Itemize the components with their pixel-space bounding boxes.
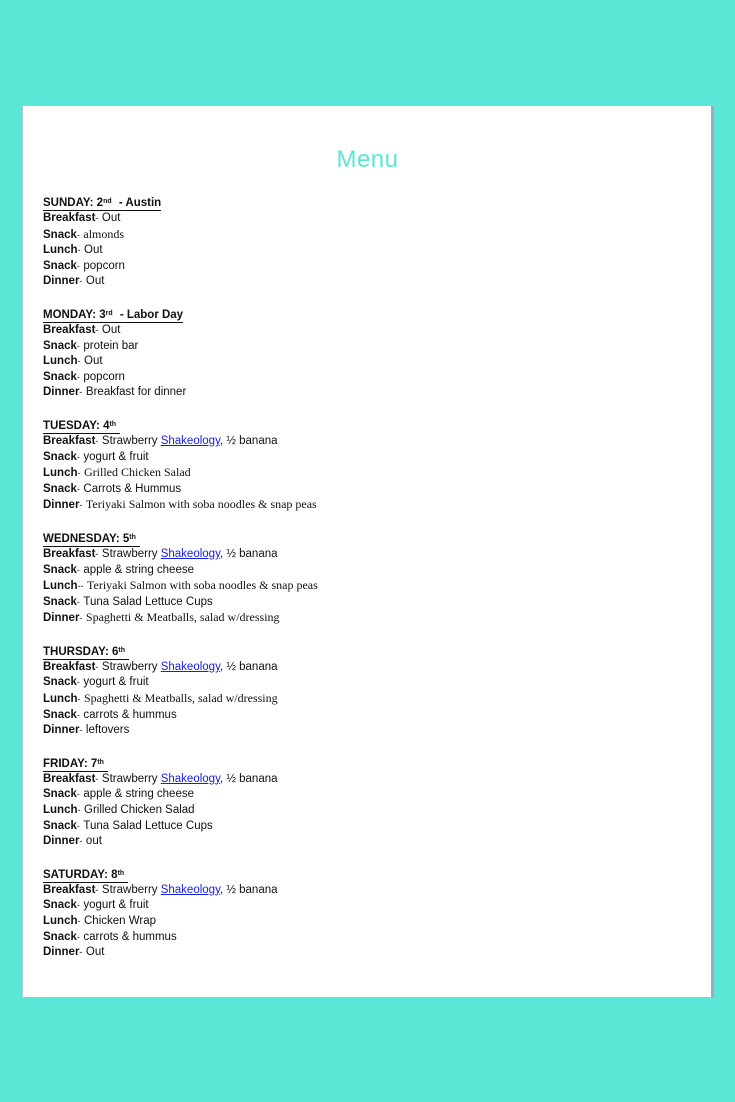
meal-separator: - <box>76 229 83 240</box>
meal-separator: - <box>76 677 83 688</box>
meal-row <box>43 660 683 676</box>
meal-label: Lunch <box>43 693 78 706</box>
shakeology-link[interactable]: Shakeology <box>160 547 220 560</box>
meal-row <box>43 898 683 914</box>
meal-label: Snack <box>43 370 77 383</box>
day-heading: SUNDAY: 2nd - Austin <box>43 197 162 209</box>
meal-text: Out <box>85 946 105 959</box>
meal-text: yogurt & fruit <box>83 899 149 912</box>
meal-row <box>43 547 683 563</box>
meal-text: Out <box>84 244 103 257</box>
meal-row <box>43 723 683 739</box>
day-heading: THURSDAY: 6th <box>43 645 129 660</box>
meal-separator: - <box>76 709 83 720</box>
meal-text: Out <box>84 355 103 368</box>
meal-text: almonds <box>83 226 125 241</box>
day-section <box>43 416 683 514</box>
meal-row <box>43 339 683 355</box>
meal-separator: - <box>79 387 85 398</box>
day-heading: SATURDAY: 8th <box>43 868 128 883</box>
meal-label: Dinner <box>43 612 80 625</box>
menu-days <box>43 193 683 976</box>
meal-text: Tuna Salad Lettuce Cups <box>83 595 213 608</box>
meal-label: Dinner <box>43 499 80 512</box>
meal-separator: - <box>77 356 83 367</box>
meal-label: Lunch <box>43 467 78 480</box>
meal-row <box>43 211 683 227</box>
meal-row <box>43 675 683 691</box>
day-note: - Austin <box>115 197 162 209</box>
day-ordinal: th <box>117 869 125 877</box>
meal-label: Snack <box>43 708 77 721</box>
meal-label: Snack <box>43 899 77 912</box>
meal-text: Grilled Chicken Salad <box>84 465 191 480</box>
meal-separator: - <box>79 725 85 736</box>
meal-text: protein bar <box>83 339 139 352</box>
meal-label: Snack <box>43 259 77 272</box>
meal-separator: - <box>76 931 83 942</box>
meal-row <box>43 450 683 466</box>
day-section <box>43 865 683 961</box>
meal-label: Dinner <box>43 835 80 848</box>
meal-row <box>43 708 683 724</box>
meal-text: , ½ banana <box>219 434 278 447</box>
meal-separator: - <box>95 548 101 559</box>
day-heading: FRIDAY: 7th <box>43 757 108 772</box>
meal-row <box>43 803 683 819</box>
meal-row <box>43 497 683 514</box>
meal-row <box>43 930 683 946</box>
meal-text: Strawberry <box>101 547 161 560</box>
meal-text: Strawberry <box>101 772 161 785</box>
meal-text: Chicken Wrap <box>84 915 157 927</box>
meal-separator: - <box>79 836 85 847</box>
day-ordinal: th <box>109 420 117 428</box>
meal-text: yogurt & fruit <box>83 450 149 463</box>
meal-text: Grilled Chicken Salad <box>84 804 195 817</box>
meal-separator: - <box>76 596 83 607</box>
meal-row <box>43 945 683 961</box>
meal-label: Breakfast <box>43 772 96 785</box>
day-section <box>43 754 683 850</box>
meal-separator: - <box>79 947 85 958</box>
day-section <box>43 193 683 290</box>
meal-label: Breakfast <box>43 434 96 447</box>
day-note: - Labor Day <box>116 308 184 321</box>
meal-separator: - <box>79 276 85 287</box>
meal-label: Lunch <box>43 804 78 817</box>
meal-label: Snack <box>43 228 77 241</box>
meal-row <box>43 465 683 482</box>
shakeology-link[interactable]: Shakeology <box>160 883 220 896</box>
shakeology-link[interactable]: Shakeology <box>160 660 220 673</box>
meal-label: Snack <box>43 482 77 495</box>
meal-separator: - <box>77 468 83 479</box>
meal-row <box>43 434 683 450</box>
meal-label: Snack <box>43 339 77 352</box>
meal-label: Lunch <box>43 580 78 593</box>
meal-label: Snack <box>43 450 77 463</box>
meal-row <box>43 595 683 611</box>
meal-text: , ½ banana <box>219 772 278 785</box>
meal-separator: - <box>95 773 101 784</box>
meal-label: Breakfast <box>43 660 96 673</box>
meal-separator: - <box>76 820 83 831</box>
meal-label: Dinner <box>43 275 80 288</box>
day-ordinal: th <box>97 758 104 766</box>
meal-row <box>43 819 683 835</box>
meal-row <box>43 227 683 244</box>
meal-row <box>43 274 683 290</box>
meal-row <box>43 772 683 788</box>
meal-row <box>43 563 683 579</box>
meal-text: popcorn <box>83 259 125 272</box>
meal-row <box>43 787 683 803</box>
meal-text: , ½ banana <box>219 547 278 560</box>
meal-text: Out <box>101 212 121 224</box>
meal-label: Dinner <box>43 946 80 959</box>
meal-separator: -- <box>77 581 86 592</box>
meal-separator: - <box>77 916 83 926</box>
meal-separator: - <box>76 340 83 351</box>
meal-row <box>43 482 683 498</box>
meal-text: out <box>85 835 102 848</box>
page-title: Menu <box>336 146 399 173</box>
day-ordinal: th <box>118 646 126 654</box>
meal-text: Breakfast for dinner <box>85 386 187 399</box>
meal-text: , ½ banana <box>219 660 278 673</box>
meal-separator: - <box>76 371 83 382</box>
meal-separator: - <box>79 500 85 511</box>
meal-label: Snack <box>43 676 77 689</box>
meal-text: apple & string cheese <box>83 788 194 801</box>
meal-text: popcorn <box>83 370 125 383</box>
meal-separator: - <box>76 564 83 575</box>
meal-label: Snack <box>43 563 77 576</box>
meal-text: Spaghetti & Meatballs, salad w/dressing <box>85 610 280 625</box>
meal-separator: - <box>77 694 83 705</box>
meal-row <box>43 385 683 401</box>
meal-text: Strawberry <box>101 883 161 896</box>
meal-text: Strawberry <box>101 660 161 673</box>
meal-text: Carrots & Hummus <box>83 482 182 495</box>
meal-text: Teriyaki Salmon with soba noodles & snap peas <box>87 578 318 593</box>
meal-separator: - <box>77 245 83 256</box>
meal-label: Lunch <box>43 355 78 368</box>
meal-text: Out <box>101 323 121 336</box>
meal-label: Snack <box>43 930 77 943</box>
meal-row <box>43 914 683 930</box>
meal-row <box>43 354 683 370</box>
meal-text: Strawberry <box>101 434 161 447</box>
shakeology-link[interactable]: Shakeology <box>160 434 220 447</box>
meal-label: Snack <box>43 595 77 608</box>
day-heading: TUESDAY: 4th <box>43 419 120 434</box>
meal-row <box>43 691 683 708</box>
meal-separator: - <box>95 661 101 672</box>
meal-label: Breakfast <box>43 323 96 336</box>
meal-label: Snack <box>43 788 77 801</box>
meal-separator: - <box>79 613 85 624</box>
meal-row <box>43 834 683 850</box>
meal-text: carrots & hummus <box>83 708 177 721</box>
meal-separator: - <box>76 483 83 494</box>
shakeology-link[interactable]: Shakeology <box>160 772 220 785</box>
day-heading: MONDAY: 3rd - Labor Day <box>43 308 184 321</box>
meal-row <box>43 259 683 275</box>
meal-text: Tuna Salad Lettuce Cups <box>83 819 213 832</box>
meal-label: Dinner <box>43 386 80 399</box>
meal-separator: - <box>95 435 101 446</box>
meal-separator: - <box>76 451 83 462</box>
day-ordinal: rd <box>105 309 113 317</box>
meal-separator: - <box>95 213 101 223</box>
meal-text: leftovers <box>85 724 130 737</box>
meal-separator: - <box>76 789 83 800</box>
meal-text: apple & string cheese <box>83 563 194 576</box>
day-ordinal: th <box>129 533 136 541</box>
meal-row <box>43 883 683 899</box>
meal-label: Lunch <box>43 244 78 257</box>
meal-text: yogurt & fruit <box>83 676 149 689</box>
day-section <box>43 529 683 627</box>
meal-row <box>43 323 683 339</box>
meal-label: Dinner <box>43 724 80 737</box>
meal-text: , ½ banana <box>219 883 278 896</box>
day-heading: WEDNESDAY: 5th <box>43 532 140 547</box>
day-section <box>43 642 683 739</box>
day-section <box>43 305 683 401</box>
meal-row <box>43 370 683 386</box>
meal-separator: - <box>77 805 83 816</box>
meal-label: Breakfast <box>43 547 96 560</box>
meal-separator: - <box>76 260 83 271</box>
day-ordinal: nd <box>103 198 112 205</box>
meal-text: Teriyaki Salmon with soba noodles & snap peas <box>85 497 317 512</box>
meal-label: Breakfast <box>43 212 96 224</box>
meal-separator: - <box>95 884 101 895</box>
meal-text: carrots & hummus <box>83 930 177 943</box>
meal-label: Breakfast <box>43 883 96 896</box>
meal-text: Out <box>85 275 105 288</box>
meal-separator: - <box>76 900 83 911</box>
meal-text: Spaghetti & Meatballs, salad w/dressing <box>84 691 278 706</box>
meal-label: Snack <box>43 819 77 832</box>
meal-row <box>43 578 683 595</box>
meal-row <box>43 243 683 259</box>
meal-separator: - <box>95 324 101 335</box>
meal-label: Lunch <box>43 915 78 927</box>
meal-row <box>43 610 683 627</box>
